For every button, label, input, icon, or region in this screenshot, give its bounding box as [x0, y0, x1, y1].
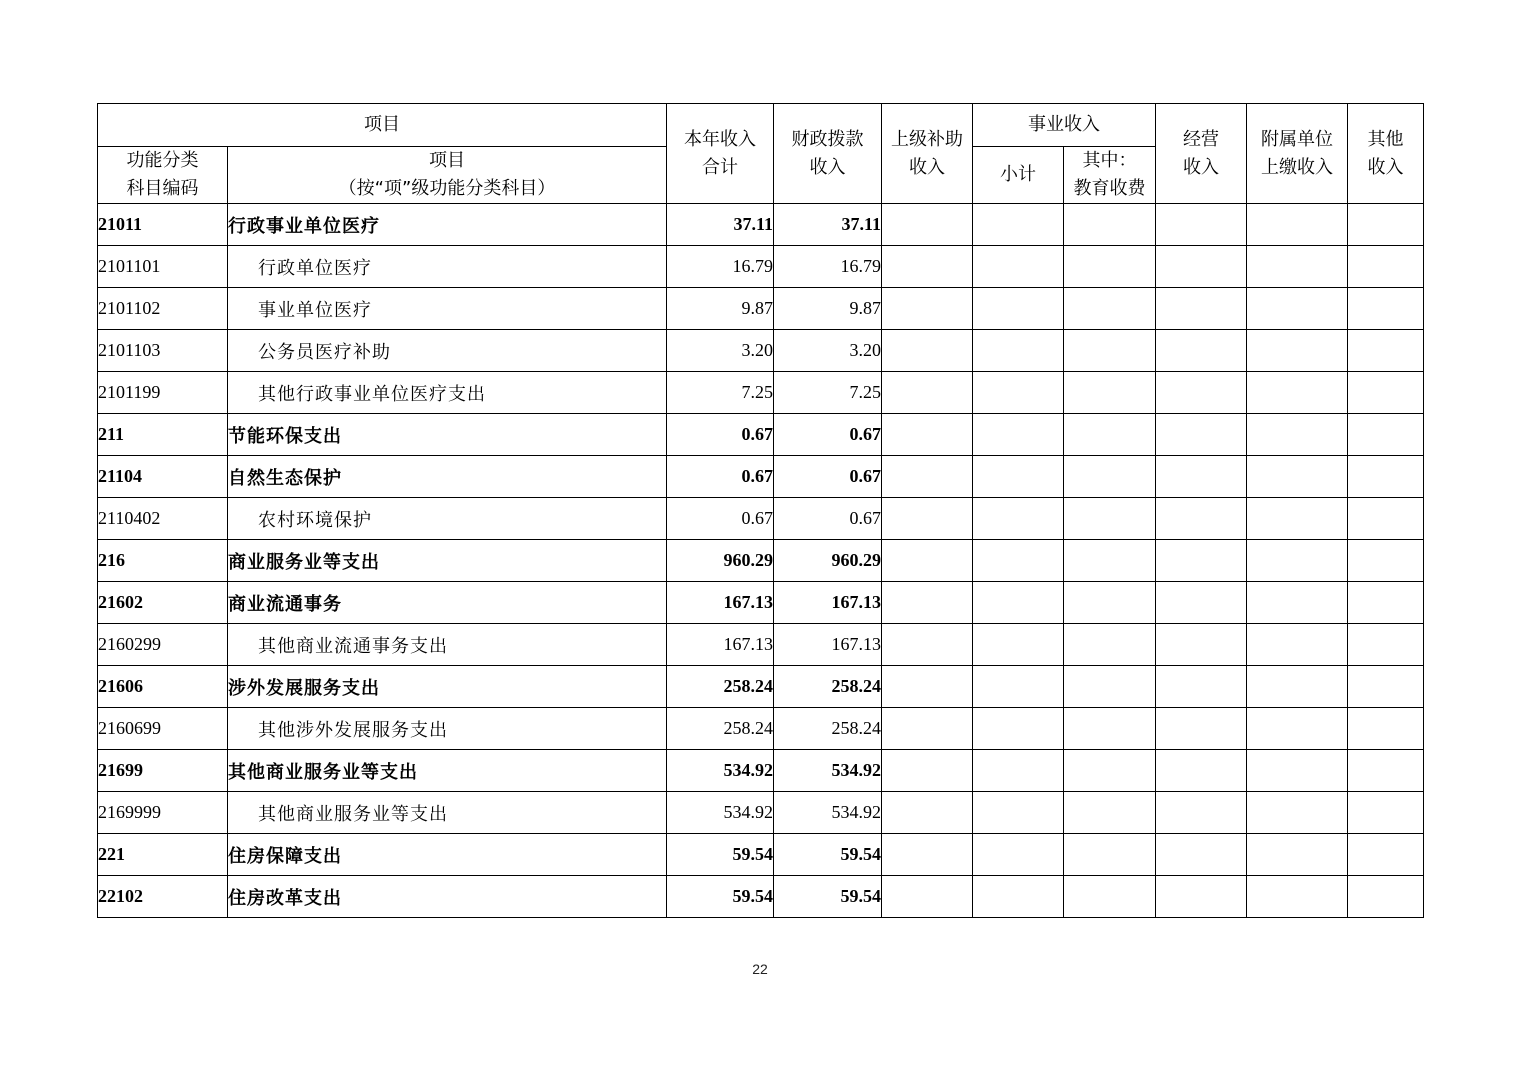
superior-subsidy-cell [882, 498, 973, 540]
fiscal-income-cell: 258.24 [774, 666, 882, 708]
other-income-cell [1348, 288, 1424, 330]
total-income-cell: 59.54 [667, 834, 774, 876]
total-income-cell: 167.13 [667, 582, 774, 624]
other-income-cell [1348, 582, 1424, 624]
business-income-group-header: 事业收入 [973, 104, 1156, 147]
fiscal-income-cell: 59.54 [774, 834, 882, 876]
superior-subsidy-cell [882, 540, 973, 582]
fiscal-income-cell: 0.67 [774, 456, 882, 498]
affiliated-income-cell [1247, 708, 1348, 750]
operating-income-cell [1156, 288, 1247, 330]
table-row [98, 666, 1424, 708]
table-row [98, 708, 1424, 750]
code-cell: 2101101 [98, 246, 228, 288]
education-fee-cell [1064, 624, 1156, 666]
education-fee-cell [1064, 666, 1156, 708]
other-income-cell [1348, 246, 1424, 288]
table-row [98, 792, 1424, 834]
other-income-cell [1348, 414, 1424, 456]
fiscal-income-cell: 534.92 [774, 792, 882, 834]
item-group-header: 项目 [98, 104, 667, 147]
item-name-cell: 商业流通事务 [228, 582, 667, 624]
other-income-cell [1348, 204, 1424, 246]
item-name-cell: 其他涉外发展服务支出 [228, 708, 667, 750]
code-cell: 21104 [98, 456, 228, 498]
education-fee-cell [1064, 246, 1156, 288]
superior-subsidy-cell [882, 414, 973, 456]
superior-subsidy-cell [882, 750, 973, 792]
education-fee-header: 其中： 教育收费 [1064, 147, 1156, 204]
superior-subsidy-cell [882, 204, 973, 246]
table-row [98, 414, 1424, 456]
other-income-cell [1348, 792, 1424, 834]
affiliated-income-cell [1247, 792, 1348, 834]
subtotal-cell [973, 498, 1064, 540]
subtotal-cell [973, 666, 1064, 708]
subtotal-cell [973, 288, 1064, 330]
total-income-cell: 258.24 [667, 708, 774, 750]
code-cell: 216 [98, 540, 228, 582]
code-cell: 21011 [98, 204, 228, 246]
item-name-cell: 住房保障支出 [228, 834, 667, 876]
code-cell: 21606 [98, 666, 228, 708]
education-fee-cell [1064, 876, 1156, 918]
table-row [98, 876, 1424, 918]
other-income-cell [1348, 876, 1424, 918]
table-row [98, 330, 1424, 372]
education-fee-cell [1064, 456, 1156, 498]
total-income-cell: 7.25 [667, 372, 774, 414]
education-fee-cell [1064, 204, 1156, 246]
subtotal-cell [973, 792, 1064, 834]
operating-income-cell [1156, 624, 1247, 666]
fiscal-income-cell: 3.20 [774, 330, 882, 372]
item-name-cell: 其他商业流通事务支出 [228, 624, 667, 666]
education-fee-cell [1064, 750, 1156, 792]
item-name-cell: 其他行政事业单位医疗支出 [228, 372, 667, 414]
superior-subsidy-cell [882, 624, 973, 666]
operating-income-cell [1156, 372, 1247, 414]
code-cell: 211 [98, 414, 228, 456]
fiscal-income-cell: 9.87 [774, 288, 882, 330]
superior-subsidy-cell [882, 330, 973, 372]
operating-income-cell [1156, 330, 1247, 372]
item-name-cell: 商业服务业等支出 [228, 540, 667, 582]
subtotal-cell [973, 414, 1064, 456]
subtotal-cell [973, 246, 1064, 288]
subtotal-cell [973, 876, 1064, 918]
fiscal-income-cell: 16.79 [774, 246, 882, 288]
affiliated-income-cell [1247, 246, 1348, 288]
code-header: 功能分类 科目编码 [98, 147, 228, 204]
code-cell: 2160299 [98, 624, 228, 666]
education-fee-cell [1064, 330, 1156, 372]
operating-income-cell [1156, 498, 1247, 540]
other-income-cell [1348, 750, 1424, 792]
operating-income-cell [1156, 666, 1247, 708]
total-income-cell: 3.20 [667, 330, 774, 372]
affiliated-income-cell [1247, 288, 1348, 330]
operating-income-cell [1156, 456, 1247, 498]
fiscal-income-cell: 0.67 [774, 414, 882, 456]
item-name-cell: 公务员医疗补助 [228, 330, 667, 372]
affiliated-income-cell [1247, 330, 1348, 372]
education-fee-cell [1064, 582, 1156, 624]
table-row [98, 456, 1424, 498]
affiliated-income-cell [1247, 204, 1348, 246]
operating-income-cell [1156, 246, 1247, 288]
total-income-cell: 59.54 [667, 876, 774, 918]
table-row [98, 834, 1424, 876]
superior-subsidy-cell [882, 876, 973, 918]
education-fee-cell [1064, 288, 1156, 330]
affiliated-income-cell [1247, 414, 1348, 456]
item-name-cell: 农村环境保护 [228, 498, 667, 540]
total-income-cell: 960.29 [667, 540, 774, 582]
fiscal-income-cell: 7.25 [774, 372, 882, 414]
item-name-cell: 其他商业服务业等支出 [228, 792, 667, 834]
superior-subsidy-cell [882, 246, 973, 288]
subtotal-cell [973, 582, 1064, 624]
subtotal-cell [973, 708, 1064, 750]
total-income-header: 本年收入 合计 [667, 104, 774, 204]
affiliated-income-cell [1247, 834, 1348, 876]
total-income-cell: 534.92 [667, 750, 774, 792]
code-cell: 2160699 [98, 708, 228, 750]
fiscal-income-cell: 167.13 [774, 624, 882, 666]
education-fee-cell [1064, 834, 1156, 876]
item-name-cell: 住房改革支出 [228, 876, 667, 918]
code-cell: 2101102 [98, 288, 228, 330]
code-cell: 2101199 [98, 372, 228, 414]
table-row [98, 372, 1424, 414]
affiliated-income-cell [1247, 540, 1348, 582]
affiliated-income-cell [1247, 666, 1348, 708]
subtotal-cell [973, 204, 1064, 246]
header-row-1 [98, 104, 1424, 147]
education-fee-cell [1064, 708, 1156, 750]
operating-income-cell [1156, 204, 1247, 246]
fiscal-income-cell: 258.24 [774, 708, 882, 750]
item-name-cell: 自然生态保护 [228, 456, 667, 498]
code-cell: 2101103 [98, 330, 228, 372]
code-cell: 2169999 [98, 792, 228, 834]
total-income-cell: 258.24 [667, 666, 774, 708]
code-cell: 21602 [98, 582, 228, 624]
other-income-cell [1348, 456, 1424, 498]
code-cell: 22102 [98, 876, 228, 918]
education-fee-cell [1064, 372, 1156, 414]
other-income-cell [1348, 498, 1424, 540]
code-cell: 221 [98, 834, 228, 876]
other-income-cell [1348, 330, 1424, 372]
subtotal-cell [973, 456, 1064, 498]
fiscal-income-cell: 534.92 [774, 750, 882, 792]
table-row [98, 582, 1424, 624]
affiliated-income-cell [1247, 750, 1348, 792]
total-income-cell: 167.13 [667, 624, 774, 666]
fiscal-income-cell: 37.11 [774, 204, 882, 246]
other-income-header: 其他 收入 [1348, 104, 1424, 204]
item-name-cell: 涉外发展服务支出 [228, 666, 667, 708]
total-income-cell: 0.67 [667, 456, 774, 498]
total-income-cell: 0.67 [667, 498, 774, 540]
superior-subsidy-cell [882, 666, 973, 708]
table-row [98, 540, 1424, 582]
total-income-cell: 16.79 [667, 246, 774, 288]
subtotal-header: 小计 [973, 147, 1064, 204]
total-income-cell: 9.87 [667, 288, 774, 330]
table-row [98, 288, 1424, 330]
superior-subsidy-cell [882, 834, 973, 876]
item-name-cell: 行政事业单位医疗 [228, 204, 667, 246]
other-income-cell [1348, 372, 1424, 414]
superior-subsidy-header: 上级补助 收入 [882, 104, 973, 204]
other-income-cell [1348, 834, 1424, 876]
operating-income-cell [1156, 414, 1247, 456]
subtotal-cell [973, 624, 1064, 666]
item-name-cell: 节能环保支出 [228, 414, 667, 456]
affiliated-income-header: 附属单位 上缴收入 [1247, 104, 1348, 204]
affiliated-income-cell [1247, 624, 1348, 666]
other-income-cell [1348, 540, 1424, 582]
superior-subsidy-cell [882, 456, 973, 498]
operating-income-cell [1156, 792, 1247, 834]
item-name-cell: 其他商业服务业等支出 [228, 750, 667, 792]
table-row [98, 624, 1424, 666]
affiliated-income-cell [1247, 582, 1348, 624]
other-income-cell [1348, 708, 1424, 750]
superior-subsidy-cell [882, 372, 973, 414]
superior-subsidy-cell [882, 708, 973, 750]
total-income-cell: 534.92 [667, 792, 774, 834]
code-cell: 2110402 [98, 498, 228, 540]
operating-income-cell [1156, 876, 1247, 918]
fiscal-income-cell: 960.29 [774, 540, 882, 582]
table-row [98, 246, 1424, 288]
other-income-cell [1348, 624, 1424, 666]
superior-subsidy-cell [882, 582, 973, 624]
education-fee-cell [1064, 792, 1156, 834]
superior-subsidy-cell [882, 288, 973, 330]
operating-income-cell [1156, 540, 1247, 582]
code-cell: 21699 [98, 750, 228, 792]
operating-income-cell [1156, 582, 1247, 624]
item-header: 项目 （按“项”级功能分类科目） [228, 147, 667, 204]
education-fee-cell [1064, 414, 1156, 456]
operating-income-cell [1156, 708, 1247, 750]
affiliated-income-cell [1247, 498, 1348, 540]
operating-income-header: 经营 收入 [1156, 104, 1247, 204]
item-name-cell: 行政单位医疗 [228, 246, 667, 288]
table-row [98, 750, 1424, 792]
fiscal-income-cell: 167.13 [774, 582, 882, 624]
operating-income-cell [1156, 750, 1247, 792]
total-income-cell: 37.11 [667, 204, 774, 246]
total-income-cell: 0.67 [667, 414, 774, 456]
fiscal-income-cell: 59.54 [774, 876, 882, 918]
affiliated-income-cell [1247, 372, 1348, 414]
affiliated-income-cell [1247, 876, 1348, 918]
education-fee-cell [1064, 540, 1156, 582]
fiscal-income-cell: 0.67 [774, 498, 882, 540]
operating-income-cell [1156, 834, 1247, 876]
table-row [98, 204, 1424, 246]
other-income-cell [1348, 666, 1424, 708]
fiscal-income-header: 财政拨款 收入 [774, 104, 882, 204]
subtotal-cell [973, 540, 1064, 582]
affiliated-income-cell [1247, 456, 1348, 498]
table-row [98, 498, 1424, 540]
superior-subsidy-cell [882, 792, 973, 834]
subtotal-cell [973, 372, 1064, 414]
subtotal-cell [973, 750, 1064, 792]
education-fee-cell [1064, 498, 1156, 540]
item-name-cell: 事业单位医疗 [228, 288, 667, 330]
page-number: 22 [752, 961, 768, 977]
subtotal-cell [973, 330, 1064, 372]
budget-table [97, 103, 1424, 918]
subtotal-cell [973, 834, 1064, 876]
